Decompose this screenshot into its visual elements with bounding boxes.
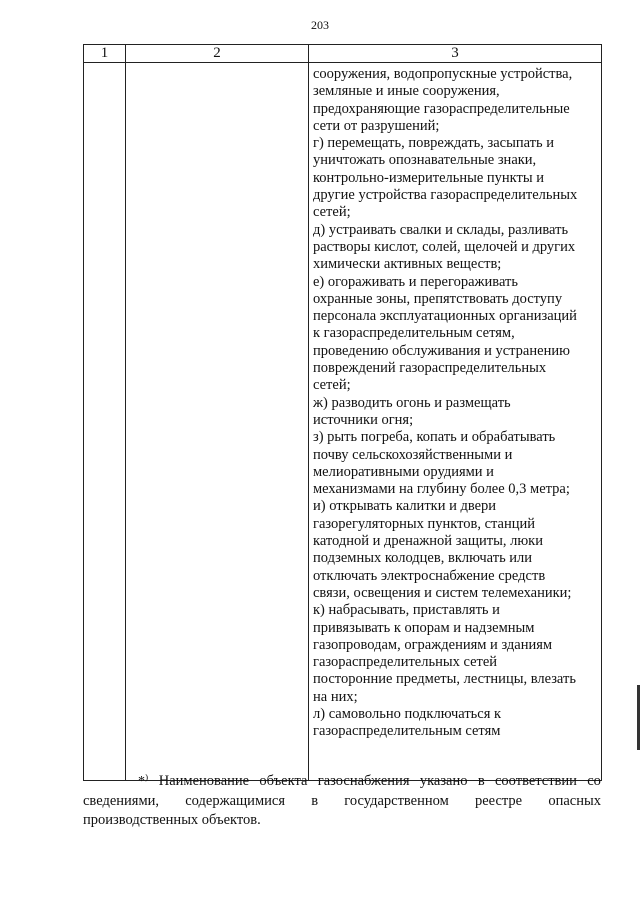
cell-text-line: отключать электроснабжение средств <box>313 567 546 584</box>
document-table <box>83 44 602 781</box>
cell-text-line: другие устройства газораспределительных <box>313 187 578 204</box>
cell-text-line: персонала эксплуатационных организаций <box>313 308 577 325</box>
footnote-line-1 <box>83 772 601 792</box>
column-header-3: 3 <box>309 45 602 63</box>
cell-text-line: сетей; <box>313 204 351 221</box>
cell-text-line: газопроводам, ограждениям и зданиям <box>313 636 553 653</box>
cell-text-line: е) огораживать и перегораживать <box>313 273 518 290</box>
cell-text-line: сооружения, водопропускные устройства, <box>313 66 573 82</box>
cell-text-line: контрольно-измерительные пункты и <box>313 169 545 186</box>
cell-text-line: г) перемещать, повреждать, засыпать и <box>313 135 555 152</box>
cell-text-line: з) рыть погреба, копать и обрабатывать <box>313 429 556 446</box>
footnote-word: содержащимися <box>185 792 285 809</box>
footnote-word: газоснабжения <box>317 773 410 789</box>
cell-text-line: л) самовольно подключаться к <box>313 705 502 722</box>
footnote-word: Наименование <box>158 773 250 789</box>
cell-text-line: подземных колодцев, включать или <box>313 550 533 567</box>
cell-text-line: и) открывать калитки и двери <box>313 498 497 515</box>
footnote-word: соответствии <box>494 773 577 789</box>
footnote-word: в <box>311 792 319 809</box>
footnote-line-3: производственных объектов. <box>83 812 261 828</box>
cell-text-line: газораспределительным сетям <box>313 723 501 740</box>
cell-text-line: к) набрасывать, приставлять и <box>313 602 500 619</box>
table-cell-col2 <box>126 63 309 781</box>
cell-text-line: ж) разводить огонь и размещать <box>313 394 511 411</box>
cell-text-line: повреждений газораспределительных <box>313 360 547 377</box>
footnote-word: со <box>587 773 601 789</box>
cell-text-line: на них; <box>313 688 358 705</box>
footnote-word: государственном <box>344 792 449 809</box>
cell-text-line: привязывать к опорам и надземным <box>313 619 535 636</box>
table-cell-col1 <box>84 63 126 781</box>
cell-text-line: газорегуляторных пунктов, станций <box>313 515 535 532</box>
cell-text-line: механизмами на глубину более 0,3 метра; <box>313 481 570 498</box>
cell-text-restrictions <box>309 63 601 741</box>
column-header-2: 2 <box>126 45 309 63</box>
cell-text-line: к газораспределительным сетям, <box>313 325 515 342</box>
cell-text-line: посторонние предметы, лестницы, влезать <box>313 671 576 688</box>
footnote-mark: *⁾ <box>138 774 149 789</box>
cell-text-line: проведению обслуживания и устранению <box>313 342 570 359</box>
cell-text-line: связи, освещения и систем телемеханики; <box>313 584 572 601</box>
cell-text-line: почву сельскохозяйственными и <box>313 446 513 463</box>
cell-text-line: уничтожать опознавательные знаки, <box>313 152 537 169</box>
cell-text-line: мелиоративными орудиями и <box>313 463 494 480</box>
table-cell-col3 <box>309 63 602 781</box>
cell-text-line: газораспределительных сетей <box>313 654 498 671</box>
footnote-word: в <box>477 773 485 789</box>
footnote <box>83 772 601 831</box>
footnote-word: реестре <box>475 792 523 809</box>
cell-text-line: растворы кислот, солей, щелочей и других <box>313 238 576 255</box>
cell-text-line: химически активных веществ; <box>313 256 502 273</box>
cell-text-line: д) устраивать свалки и склады, разливать <box>313 221 569 238</box>
cell-text-line: земляные и иные сооружения, <box>313 83 500 100</box>
cell-text-line: охранные зоны, препятствовать доступу <box>313 290 563 307</box>
footnote-word: опасных <box>548 792 601 809</box>
footnote-word: объекта <box>259 773 308 789</box>
table-header-row <box>84 45 602 63</box>
cell-text-line: источники огня; <box>313 411 414 428</box>
cell-text-line: предохраняющие газораспределительные <box>313 100 570 117</box>
table-row <box>84 63 602 781</box>
cell-text-line: сети от разрушений; <box>313 117 440 134</box>
footnote-word: указано <box>419 773 468 789</box>
cell-text-line: катодной и дренажной защиты, люки <box>313 533 543 550</box>
column-header-1: 1 <box>84 45 126 63</box>
page-number: 203 <box>311 18 329 32</box>
footnote-word: сведениями, <box>83 792 160 809</box>
cell-text-line: сетей; <box>313 377 351 394</box>
footnote-line-2 <box>83 792 601 812</box>
